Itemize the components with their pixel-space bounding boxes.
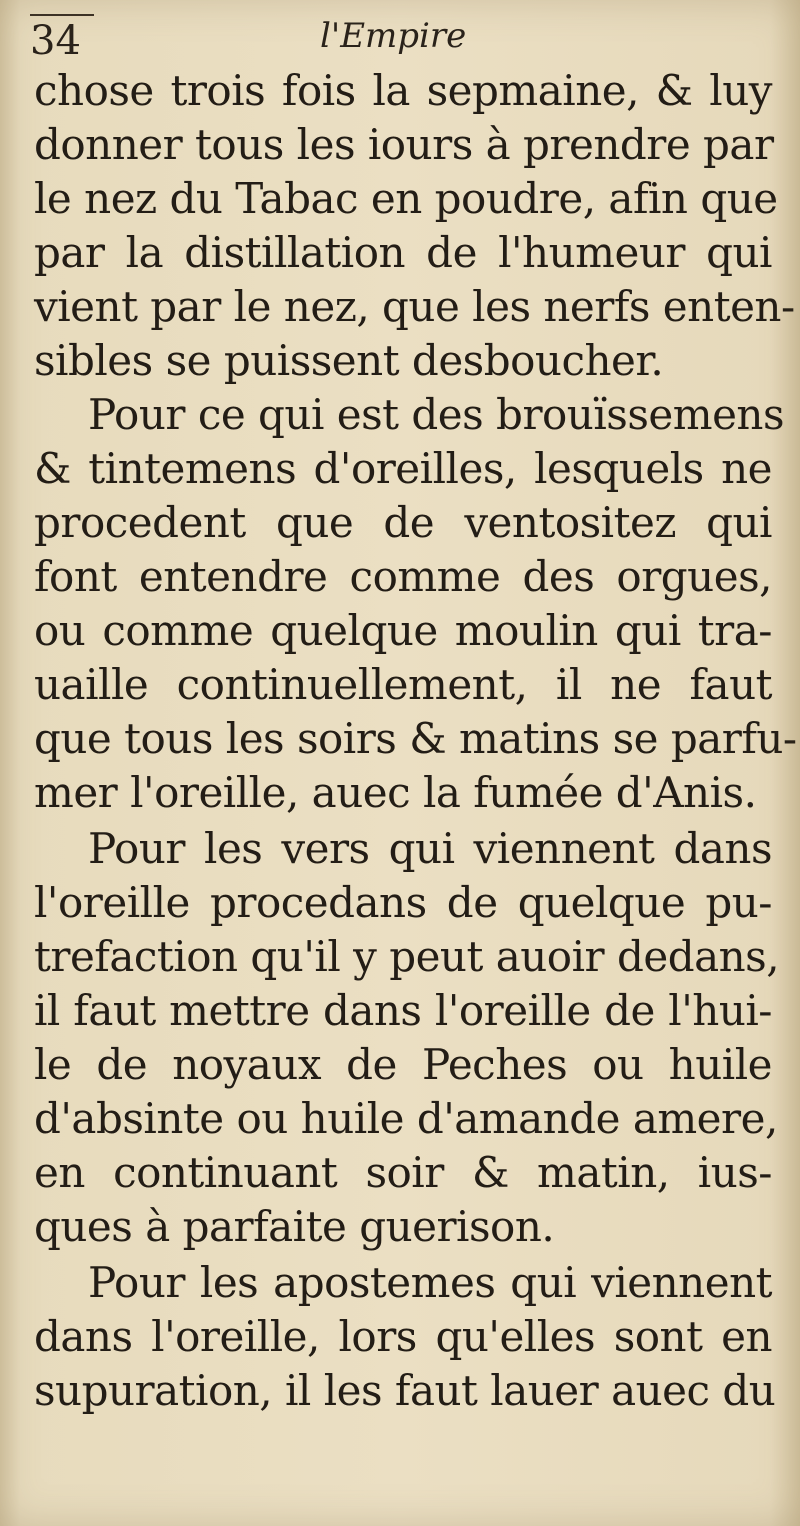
text-line: sibles se puissent desboucher. (34, 336, 664, 385)
text-line: procedent que de ventositez qui (34, 498, 772, 547)
text-line: le nez du Tabac en poudre, afin que (34, 174, 778, 223)
text-line: dans l'oreille, lors qu'elles sont en (34, 1312, 772, 1361)
text-line: l'oreille procedans de quelque pu- (34, 878, 772, 927)
text-line: en continuant soir & matin, ius- (34, 1148, 772, 1197)
text-line: trefaction qu'il y peut auoir dedans, (34, 932, 780, 981)
page-number-rule (30, 14, 94, 16)
text-line: donner tous les iours à prendre par (34, 120, 774, 169)
text-line: ques à parfaite guerison. (34, 1202, 555, 1251)
paragraph-first-line: Pour les vers qui viennent dans (88, 824, 772, 873)
text-line: uaille continuellement, il ne faut (34, 660, 772, 709)
running-head: l'Empire (320, 16, 467, 56)
text-line: que tous les soirs & matins se parfu- (34, 714, 797, 763)
text-line: supuration, il les faut lauer auec du (34, 1366, 776, 1415)
paragraph-first-line: Pour les apostemes qui viennent (88, 1258, 772, 1307)
text-line: ou comme quelque moulin qui tra- (34, 606, 772, 655)
text-line: il faut mettre dans l'oreille de l'hui- (34, 986, 772, 1035)
text-line: mer l'oreille, auec la fumée d'Anis. (34, 768, 757, 817)
paragraph-first-line: Pour ce qui est des brouïssemens (88, 390, 785, 439)
page-number: 34 (30, 18, 81, 64)
text-line: le de noyaux de Peches ou huile (34, 1040, 772, 1089)
text-line: d'absinte ou huile d'amande amere, (34, 1094, 778, 1143)
text-line: chose trois fois la sepmaine, & luy (34, 66, 772, 115)
text-line: par la distillation de l'humeur qui (34, 228, 772, 277)
text-line: vient par le nez, que les nerfs enten- (34, 282, 795, 331)
text-line: & tintemens d'oreilles, lesquels ne (34, 444, 772, 493)
text-line: font entendre comme des orgues, (34, 552, 772, 601)
